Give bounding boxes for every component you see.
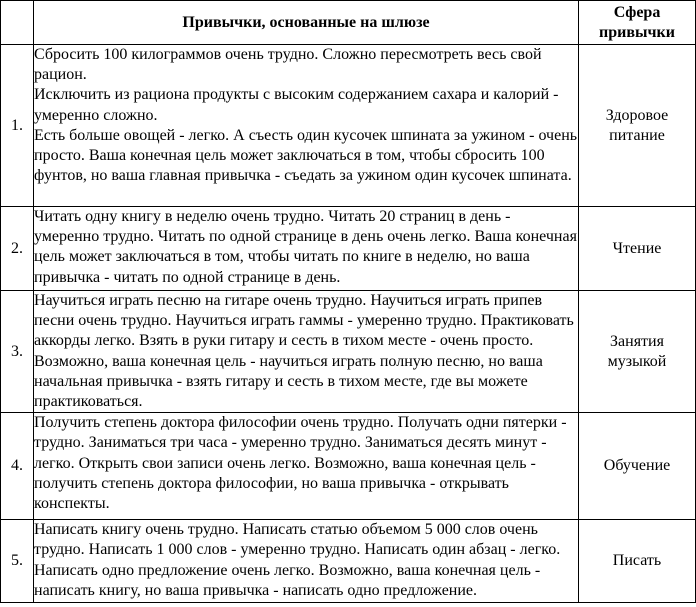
- header-number-cell: [1, 1, 34, 45]
- row-number: 3.: [1, 291, 34, 413]
- sphere-label: Занятия музыкой: [579, 291, 696, 413]
- habit-text: Читать одну книгу в неделю очень трудно. Читать 20 страниц в день - умеренно трудно. Читать по одной странице в день очень легко. Ваша конечная цель может заключаться в том, чтобы читать по книге в неделю, но ваша привычка - читать по одной странице в день.: [34, 207, 579, 291]
- header-sphere-cell: Сфера привычки: [579, 1, 696, 45]
- header-habits-cell: Привычки, основанные на шлюзе: [34, 1, 579, 45]
- sphere-label: Чтение: [579, 207, 696, 291]
- table-header-row: [1, 1, 696, 45]
- habit-text: Получить степень доктора философии очень трудно. Получать одни пятерки - трудно. Заниматься три часа - умеренно трудно. Заниматься десять минут - легко. Открыть свои записи очень легко. Возможно, ваша конечная цель - получить степень доктора философии, но ваша привычка - открывать конспекты.: [34, 413, 579, 520]
- row-number: 4.: [1, 413, 34, 520]
- table-row: [1, 207, 696, 291]
- table-row: [1, 520, 696, 603]
- sphere-label: Обучение: [579, 413, 696, 520]
- row-number: 5.: [1, 520, 34, 603]
- habit-text: Сбросить 100 килограммов очень трудно. Сложно пересмотреть весь свой рацион. Исключить из рациона продукты с высоким содержанием сахара и калорий - умеренно сложно. Есть больше овощей - легко. А съесть один кусочек шпината за ужином - очень просто. Ваша конечная цель может заключаться в том, чтобы сбросить 100 фунтов, но ваша главная привычка - съедать за ужином один кусочек шпината.: [34, 45, 579, 207]
- habit-text: Написать книгу очень трудно. Написать статью объемом 5 000 слов очень трудно. Написать 1 000 слов - умеренно трудно. Написать один абзац - легко. Написать одно предложение очень легко. Возможно, ваша конечная цель - написать книгу, но ваша привычка - написать одно предложение.: [34, 520, 579, 603]
- table-row: [1, 413, 696, 520]
- sphere-label: Писать: [579, 520, 696, 603]
- table-row: [1, 291, 696, 413]
- row-number: 2.: [1, 207, 34, 291]
- table-row: [1, 45, 696, 207]
- row-number: 1.: [1, 45, 34, 207]
- habit-text: Научиться играть песню на гитаре очень трудно. Научиться играть припев песни очень трудно. Научиться играть гаммы - умеренно трудно. Практиковать аккорды легко. Взять в руки гитару и сесть в тихом месте - очень просто. Возможно, ваша конечная цель - научиться играть полную песню, но ваша начальная привычка - взять гитару и сесть в тихом месте, где вы можете практиковаться.: [34, 291, 579, 413]
- sphere-label: Здоровое питание: [579, 45, 696, 207]
